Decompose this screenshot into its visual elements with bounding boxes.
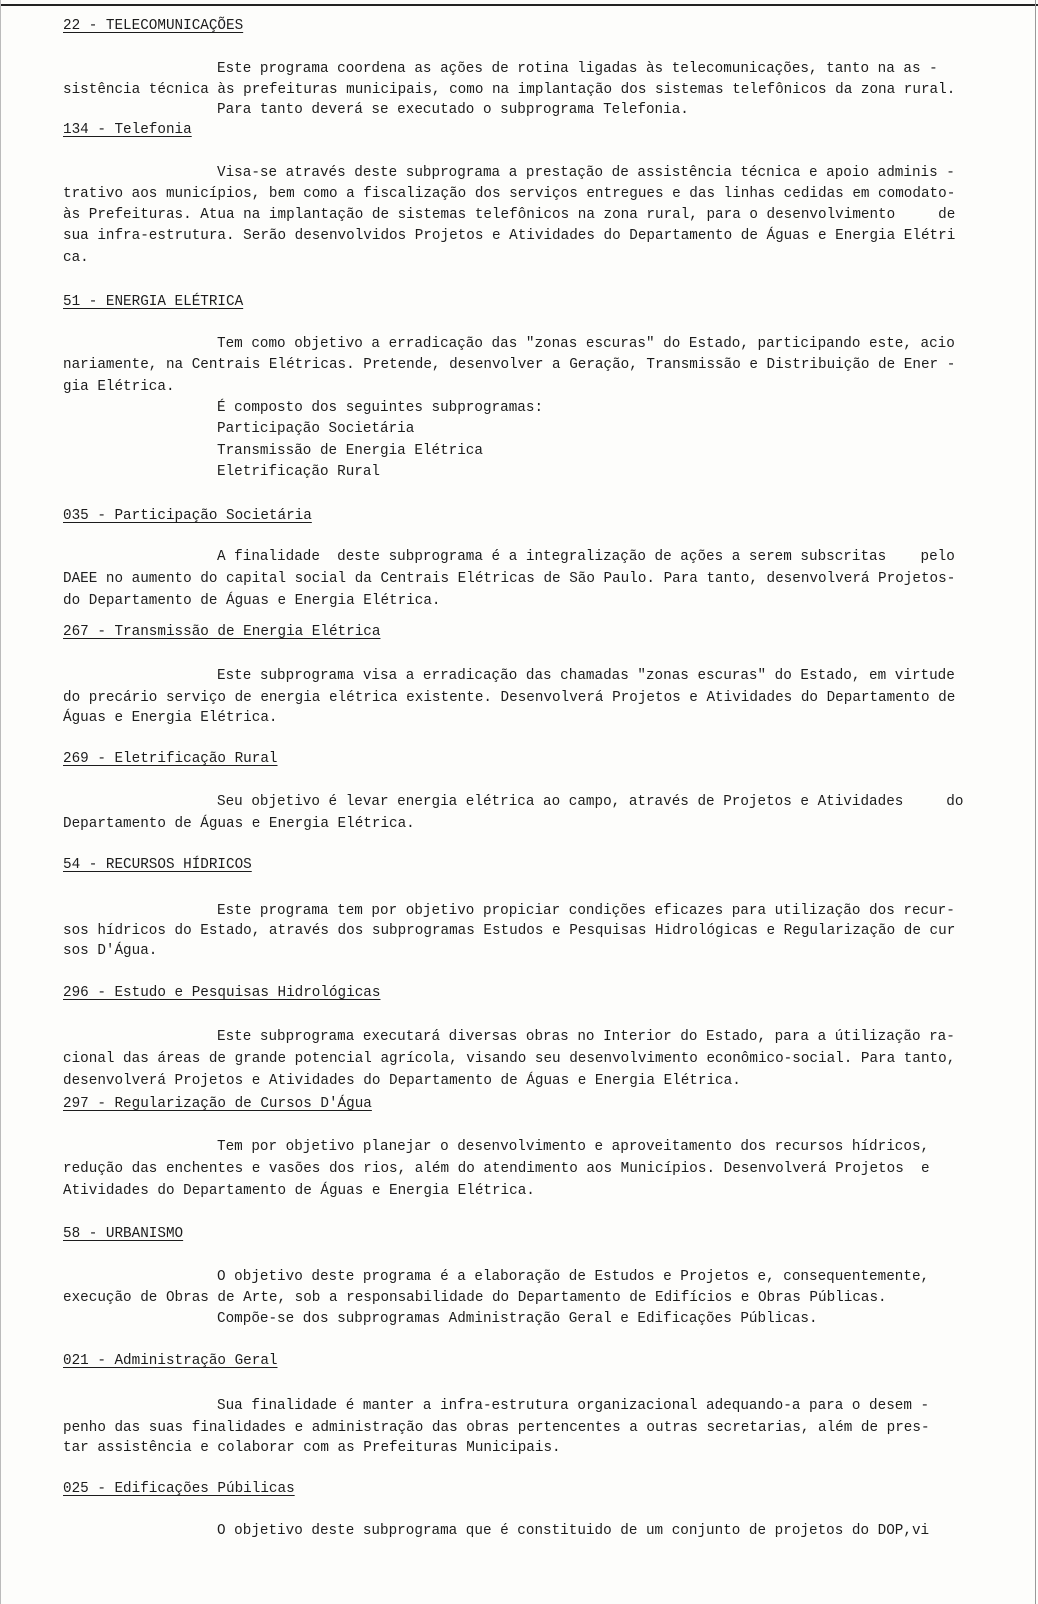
section-heading: 021 - Administração Geral (63, 1353, 278, 1369)
paragraph-line: Eletrificação Rural (217, 464, 381, 480)
paragraph-line: redução das enchentes e vasões dos rios, além do atendimento aos Municípios. Desenvolverá Projetos e (63, 1161, 930, 1177)
paragraph-line: Participação Societária (217, 421, 415, 437)
paragraph-line: Este programa coordena as ações de rotina ligadas às telecomunicações, tanto na as - (217, 61, 938, 77)
paragraph-line: Este programa tem por objetivo propiciar condições eficazes para utilização dos recur- (217, 903, 955, 919)
section-heading: 296 - Estudo e Pesquisas Hidrológicas (63, 985, 381, 1001)
section-heading: 22 - TELECOMUNICAÇÕES (63, 18, 244, 34)
paragraph-line: às Prefeituras. Atua na implantação de sistemas telefônicos na zona rural, para o desenvolvimento de (63, 207, 956, 223)
page-top-border (0, 4, 1038, 6)
paragraph-line: cional das áreas de grande potencial agrícola, visando seu desenvolvimento econômico-social. Para tanto, (63, 1051, 956, 1067)
paragraph-line: trativo aos municípios, bem como a fiscalização dos serviços entregues e das linhas cedidas em comodato- (63, 186, 956, 202)
section-heading: 269 - Eletrificação Rural (63, 751, 278, 767)
paragraph-line: Tem por objetivo planejar o desenvolvimento e aproveitamento dos recursos hídricos, (217, 1139, 930, 1155)
paragraph-line: sistência técnica às prefeituras municipais, como na implantação dos sistemas telefônicos da zona rural. (63, 82, 956, 98)
paragraph-line: execução de Obras de Arte, sob a responsabilidade do Departamento de Edifícios e Obras Públicas. (63, 1290, 887, 1306)
paragraph-line: sua infra-estrutura. Serão desenvolvidos Projetos e Atividades do Departamento de Águas e Energia Elétri (63, 228, 956, 244)
section-heading: 54 - RECURSOS HÍDRICOS (63, 857, 252, 873)
paragraph-line: gia Elétrica. (63, 379, 175, 395)
paragraph-line: Visa-se através deste subprograma a prestação de assistência técnica e apoio adminis - (217, 165, 955, 181)
paragraph-line: do Departamento de Águas e Energia Elétrica. (63, 593, 441, 609)
section-heading: 267 - Transmissão de Energia Elétrica (63, 624, 381, 640)
paragraph-line: penho das suas finalidades e administração das obras pertencentes a outras secretarias, além de pres- (63, 1420, 930, 1436)
paragraph-line: Compõe-se dos subprogramas Administração Geral e Edificações Públicas. (217, 1311, 818, 1327)
paragraph-line: tar assistência e colaborar com as Prefeituras Municipais. (63, 1440, 561, 1456)
paragraph-line: É composto dos seguintes subprogramas: (217, 400, 544, 416)
paragraph-line: sos D'Água. (63, 943, 158, 959)
paragraph-line: Seu objetivo é levar energia elétrica ao campo, através de Projetos e Atividades do (217, 794, 964, 810)
paragraph-line: A finalidade deste subprograma é a integralização de ações a serem subscritas pelo (217, 549, 955, 565)
paragraph-line: sos hídricos do Estado, através dos subprogramas Estudos e Pesquisas Hidrológicas e Regularização de cur (63, 923, 956, 939)
paragraph-line: nariamente, na Centrais Elétricas. Pretende, desenvolver a Geração, Transmissão e Distribuição de Ener - (63, 357, 956, 373)
page-left-edge (0, 0, 1, 1604)
paragraph-line: desenvolverá Projetos e Atividades do Departamento de Águas e Energia Elétrica. (63, 1073, 741, 1089)
paragraph-line: Transmissão de Energia Elétrica (217, 443, 483, 459)
paragraph-line: Águas e Energia Elétrica. (63, 710, 278, 726)
paragraph-line: Atividades do Departamento de Águas e Energia Elétrica. (63, 1183, 535, 1199)
paragraph-line: do precário serviço de energia elétrica existente. Desenvolverá Projetos e Atividades do Departamento de (63, 690, 956, 706)
section-heading: 297 - Regularização de Cursos D'Água (63, 1096, 372, 1112)
page-right-edge (1035, 0, 1036, 1604)
section-heading: 134 - Telefonia (63, 122, 192, 138)
paragraph-line: O objetivo deste subprograma que é constituido de um conjunto de projetos do DOP,vi (217, 1523, 930, 1539)
section-heading: 58 - URBANISMO (63, 1226, 184, 1242)
paragraph-line: Este subprograma visa a erradicação das chamadas "zonas escuras" do Estado, em virtude (217, 668, 955, 684)
paragraph-line: Este subprograma executará diversas obras no Interior do Estado, para a útilização ra- (217, 1029, 955, 1045)
paragraph-line: Para tanto deverá se executado o subprograma Telefonia. (217, 102, 689, 118)
paragraph-line: Sua finalidade é manter a infra-estrutura organizacional adequando-a para o desem - (217, 1398, 930, 1414)
paragraph-line: DAEE no aumento do capital social da Centrais Elétricas de São Paulo. Para tanto, desenvolverá Projetos- (63, 571, 956, 587)
section-heading: 51 - ENERGIA ELÉTRICA (63, 294, 244, 310)
section-heading: 025 - Edificações Púbilicas (63, 1481, 295, 1497)
paragraph-line: Departamento de Águas e Energia Elétrica. (63, 816, 415, 832)
paragraph-line: ca. (63, 250, 89, 266)
section-heading: 035 - Participação Societária (63, 508, 312, 524)
paragraph-line: Tem como objetivo a erradicação das "zonas escuras" do Estado, participando este, acio (217, 336, 955, 352)
paragraph-line: O objetivo deste programa é a elaboração de Estudos e Projetos e, consequentemente, (217, 1269, 930, 1285)
